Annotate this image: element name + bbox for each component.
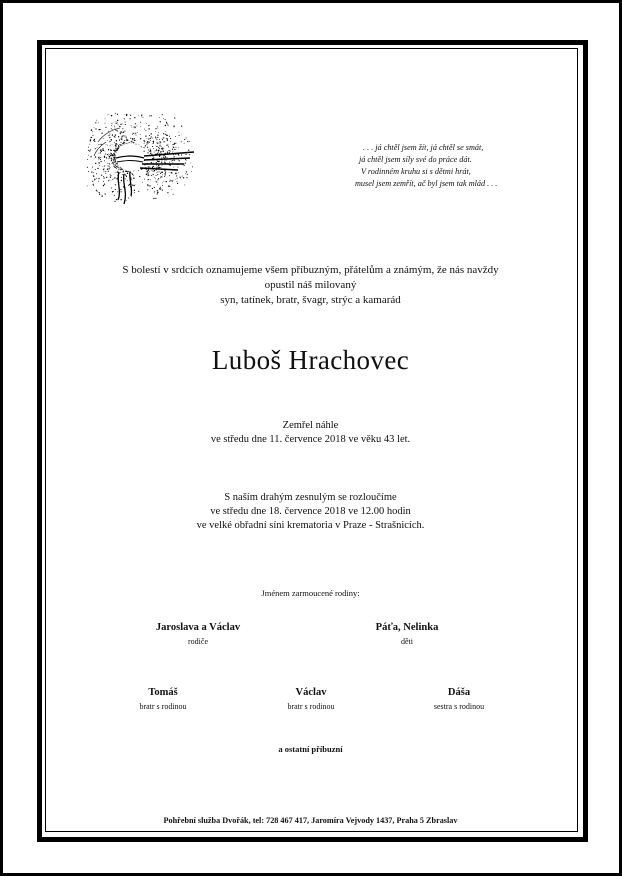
announcement-line: S bolestí v srdcích oznamujeme všem příbuzným, přátelům a známým, že nás navždy (122, 264, 499, 276)
member-name: Dáša (447, 687, 471, 698)
funeral-line: ve velké obřadní síni krematoria v Praze - Strašnicích. (196, 520, 425, 531)
poem-line: já chtěl jsem síly své do práce dát. (359, 155, 472, 164)
member-role: děti (401, 637, 413, 646)
poem-line: . . . já chtěl jsem žít, já chtěl se smát, (363, 143, 484, 152)
deceased-name: Luboš Hrachovec (211, 345, 410, 375)
funeral-service-footer: Pohřební služba Dvořák, tel: 728 467 417, Jaromíra Vejvody 1437, Praha 5 Zbraslav (163, 816, 458, 825)
poem-line: musel jsem zemřít, ač byl jsem tak mlád . . . (355, 179, 498, 188)
funeral-line: ve středu dne 18. července 2018 ve 12.00 hodin (210, 506, 411, 517)
family-heading: Jménem zarmoucené rodiny: (261, 588, 360, 598)
member-name: Páťa, Nelinka (375, 622, 439, 633)
family-member-brother-tomas (93, 686, 233, 712)
other-relatives: a ostatní příbuzní (278, 744, 343, 754)
poem-line: V rodinném kruhu si s dětmi hrát, (361, 167, 471, 176)
member-role: bratr s rodinou (287, 702, 335, 711)
family-member-brother-vaclav (241, 686, 381, 712)
poem (355, 142, 555, 190)
family-member-sister-dasa (389, 686, 529, 712)
announcement-line: syn, tatínek, bratr, švagr, strýc a kamarád (220, 294, 401, 306)
setting-sun-illustration (86, 112, 196, 222)
member-name: Jaroslava a Václav (155, 622, 241, 633)
member-role: bratr s rodinou (139, 702, 187, 711)
member-role: rodiče (188, 637, 208, 646)
death-line: ve středu dne 11. července 2018 ve věku 43 let. (210, 434, 411, 445)
announcement (45, 263, 576, 308)
funeral-line: S naším drahým zesnulým se rozloučíme (224, 492, 397, 503)
family-member-children (337, 621, 477, 647)
funeral-info (45, 491, 576, 533)
member-name: Václav (295, 687, 327, 698)
announcement-line: opustil náš milovaný (264, 279, 357, 291)
member-role: sestra s rodinou (433, 702, 485, 711)
family-member-parents (128, 621, 268, 647)
death-line: Zemřel náhle (282, 420, 339, 431)
death-info (45, 419, 576, 447)
member-name: Tomáš (148, 687, 178, 698)
